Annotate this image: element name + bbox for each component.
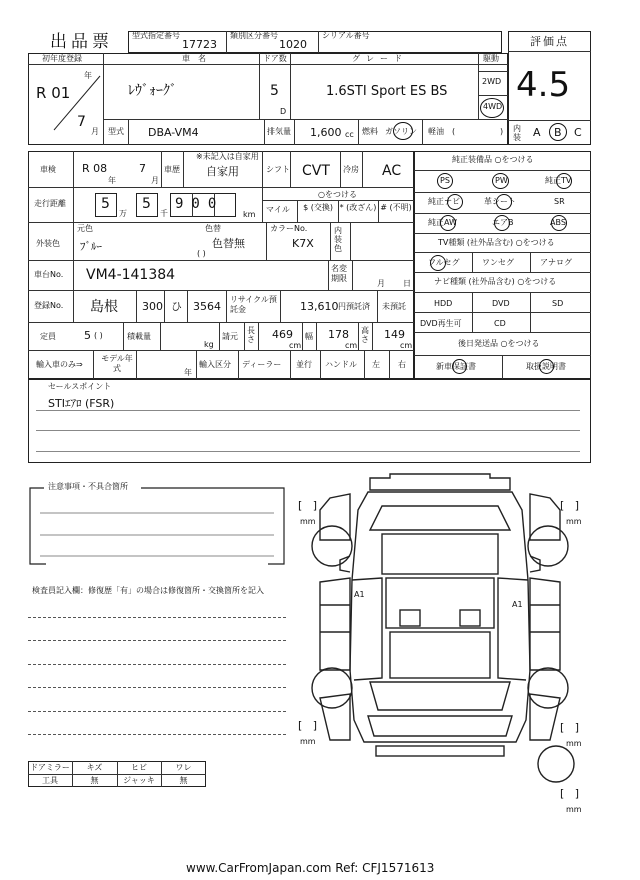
capacity-label: 定員 <box>40 332 56 341</box>
chassis-value: VM4-141384 <box>86 267 176 283</box>
equip-airbag: エアB <box>492 218 514 227</box>
equip-abs: ABS <box>550 218 566 227</box>
displacement-label: 排気量 <box>267 127 291 136</box>
tv-analog: アナログ <box>540 258 572 267</box>
reg-class: 300 <box>142 300 163 313</box>
mileage-man-unit: 万 <box>119 209 127 218</box>
serial-number-label: シリアル番号 <box>322 31 370 40</box>
inspection-value: R 08 <box>82 162 108 175</box>
mileage-opt-unknown: # (不明) <box>380 203 412 212</box>
car-name-label: 車名 <box>182 54 214 63</box>
equip-leather-circle <box>496 194 512 210</box>
equip-pw-circle <box>492 173 509 189</box>
car-damage-diagram <box>290 470 590 815</box>
interior-label: 内装 <box>513 124 521 142</box>
reg-area: 島根 <box>90 299 118 315</box>
interior-grade-circle <box>549 123 567 141</box>
mileage-opt-exchange: $ (交換) <box>303 203 333 212</box>
damage-mark-left: A1 <box>354 590 365 599</box>
model-code-label: 型式 <box>108 127 124 136</box>
equip-aw-circle <box>440 215 456 231</box>
door-type-value: D <box>280 107 287 116</box>
import-type-label: 輸入区分 <box>199 360 231 369</box>
first-reg-month-unit: 月 <box>91 127 99 136</box>
equip-aw: 純正AW <box>428 218 457 227</box>
inspection-year-unit: 年 <box>108 176 116 185</box>
door-count-label: ドア数 <box>263 54 287 63</box>
equip-tv-circle <box>556 173 572 189</box>
footer-reference: www.CarFromJapan.com Ref: CFJ1571613 <box>186 861 435 875</box>
mileage-note: ○をつける <box>318 190 357 199</box>
height-value: 149 <box>384 328 405 341</box>
length-value: 469 <box>272 328 293 341</box>
sales-point-text: STIｴｱﾛ (FSR) <box>48 397 115 410</box>
reg-kana: ひ <box>171 300 182 313</box>
load-unit: kg <box>204 340 214 349</box>
load-label: 積載量 <box>127 332 151 341</box>
std-equipment-title: 純正装備品 ○をつける <box>452 155 534 164</box>
navi-dvd-play: DVD再生可 <box>420 319 462 328</box>
car-name-value: ﾚｳﾞｫｰｸﾞ <box>128 83 177 99</box>
original-color-label: 元色 <box>77 224 93 233</box>
legend-cell-4: 無 <box>179 776 188 785</box>
interior-grade-c: C <box>574 126 582 139</box>
repaint-label: 色替 <box>205 224 221 233</box>
fuel-diesel-paren-open: ( <box>452 127 456 136</box>
recycle-value: 13,610 <box>300 300 339 313</box>
height-label: 高さ <box>361 326 369 344</box>
later-items-title: 後日発送品 ○をつける <box>458 339 540 348</box>
inspection-label: 車検 <box>40 165 56 174</box>
navi-sd: SD <box>552 299 564 308</box>
evaluation-score: 4.5 <box>516 65 571 105</box>
request-label: 請元 <box>222 332 238 341</box>
ac-value: AC <box>382 163 402 179</box>
fuel-gasoline: ガソリン <box>385 127 417 136</box>
door-count-value: 5 <box>270 83 279 99</box>
displacement-value: 1,600 <box>310 126 342 139</box>
tv-fullseg: フルセグ <box>428 258 460 267</box>
equip-tv: 純正TV <box>545 176 572 185</box>
history-note: ※未記入は自家用 <box>196 152 259 161</box>
tire-rl-bracket: [ ] <box>298 719 318 732</box>
mileage-sen-unit: 千 <box>160 209 168 218</box>
mileage-digit-2: 5 <box>142 196 151 212</box>
tv-type-title: TV種類 (社外品含む) ○をつける <box>438 238 555 247</box>
legend-cell-2: 無 <box>90 776 99 785</box>
interior-grade-a: A <box>533 126 541 139</box>
first-reg-slash <box>50 72 102 134</box>
handle-label: ハンドル <box>325 360 357 369</box>
navi-type-title: ナビ種類 (社外品含む) ○をつける <box>434 277 557 286</box>
mileage-opt-tampered: * (改ざん) <box>339 203 377 212</box>
first-reg-era: R 01 <box>36 84 71 102</box>
grade-label: グレード <box>352 54 408 63</box>
issues-label: 注意事項・不具合箇所 <box>48 482 128 491</box>
width-unit: cm <box>345 341 358 350</box>
tire-rr-mm: mm <box>566 739 582 748</box>
type-number-value: 17723 <box>182 38 217 51</box>
drive-4wd: 4WD <box>483 102 503 111</box>
interior-color-label: 内装色 <box>334 226 342 253</box>
history-value: 自家用 <box>206 165 239 178</box>
equip-pw: PW <box>495 176 508 185</box>
form-title: 出品票 <box>50 32 113 52</box>
exterior-color-label: 外装色 <box>36 239 60 248</box>
fuel-diesel: 軽油 <box>428 127 444 136</box>
later-warranty: 新車保証書 <box>436 362 476 371</box>
name-change-day: 日 <box>403 279 411 288</box>
tire-spare-bracket: [ ] <box>560 787 580 800</box>
later-manual: 取扱説明書 <box>526 362 566 371</box>
equip-sr: SR <box>554 197 565 206</box>
color-no-label: カラーNo. <box>270 224 308 233</box>
chassis-label: 車台No. <box>34 270 64 279</box>
tire-fr-mm: mm <box>566 517 582 526</box>
first-reg-month: 7 <box>77 114 86 130</box>
navi-cd: CD <box>494 319 506 328</box>
drive-4wd-circle <box>480 98 504 118</box>
fuel-gasoline-circle <box>393 122 413 140</box>
import-label: 輸入車のみ⇒ <box>36 360 83 369</box>
color-no-value: K7X <box>292 237 314 250</box>
legend-cell-1: 工具 <box>42 776 58 785</box>
width-value: 178 <box>328 328 349 341</box>
repaint-paren: ( ) <box>197 249 206 258</box>
tire-rr-bracket: [ ] <box>560 721 580 734</box>
legend-cell-3: ジャッキ <box>123 776 155 785</box>
name-change-month: 月 <box>377 279 385 288</box>
grade-value: 1.6STI Sport ES BS <box>326 84 448 99</box>
equip-airbag-circle <box>494 215 510 231</box>
tire-rl-mm: mm <box>300 737 316 746</box>
tv-oneseg: ワンセグ <box>482 258 514 267</box>
model-year-unit: 年 <box>184 368 192 377</box>
reg-number: 3564 <box>193 300 221 313</box>
drive-label: 駆動 <box>483 54 499 63</box>
legend-header-4: ワレ <box>175 763 192 772</box>
later-warranty-circle <box>452 359 467 374</box>
model-year-label: モデル年式 <box>101 354 133 373</box>
import-dealer: ディーラー <box>242 360 282 369</box>
capacity-paren: ( ) <box>94 331 103 340</box>
damage-mark-right: A1 <box>512 600 523 609</box>
equip-navi: 純正ナビ <box>428 197 460 206</box>
model-code-value: DBA-VM4 <box>148 126 199 139</box>
inspection-month-unit: 月 <box>151 176 159 185</box>
class-number-value: 1020 <box>279 38 307 51</box>
equip-ps-circle <box>437 173 453 189</box>
width-label: 幅 <box>305 332 313 341</box>
tire-fl-mm: mm <box>300 517 316 526</box>
mileage-km-unit: km <box>243 210 256 219</box>
legend-header-2: キズ <box>86 763 103 772</box>
fuel-label: 燃料 <box>362 127 378 136</box>
legend-header-3: ヒビ <box>131 763 147 772</box>
tire-fr-bracket: [ ] <box>560 499 580 512</box>
inspector-notes-label: 検査員記入欄：修復歴「有」の場合は修復箇所・交換箇所を記入 <box>32 586 264 595</box>
first-reg-year-unit: 年 <box>84 71 92 80</box>
mileage-opt-mile: マイル <box>266 205 290 214</box>
type-number-label: 型式指定番号 <box>132 31 180 40</box>
sales-point-label: セールスポイント <box>48 382 112 391</box>
evaluation-label: 評価点 <box>530 35 569 48</box>
issues-frame <box>26 486 288 568</box>
shift-label: シフト <box>266 165 290 174</box>
repaint-value: 色替無 <box>212 237 245 250</box>
tv-fullseg-circle <box>430 255 446 271</box>
import-parallel: 並行 <box>296 360 312 369</box>
interior-grade-b: B <box>554 126 562 139</box>
recycle-unit: 円預託済 <box>338 302 370 311</box>
tire-fl-bracket: [ ] <box>298 499 318 512</box>
tire-spare-mm: mm <box>566 805 582 814</box>
class-number-label: 類別区分番号 <box>230 31 278 40</box>
recycle-label: リサイクル預託金 <box>230 295 277 314</box>
exterior-color-value: ﾌﾞﾙｰ <box>80 240 102 253</box>
height-unit: cm <box>400 341 413 350</box>
equip-navi-circle <box>447 194 463 210</box>
mileage-digit-1: 5 <box>101 196 110 212</box>
name-change-label: 名変期限 <box>331 264 347 283</box>
legend-header-1: ドアミラー <box>30 763 70 772</box>
equip-abs-circle <box>551 215 567 231</box>
history-label: 車歴 <box>164 165 180 174</box>
handle-right: 右 <box>398 360 406 369</box>
shift-value: CVT <box>302 163 330 179</box>
registration-label: 登録No. <box>34 301 64 310</box>
ac-label: 冷房 <box>343 165 359 174</box>
equip-ps: PS <box>440 176 450 185</box>
displacement-unit: cc <box>345 130 354 139</box>
equip-leather: 革シート <box>484 197 516 206</box>
length-unit: cm <box>289 341 302 350</box>
mileage-label: 走行距離 <box>34 199 66 208</box>
handle-left: 左 <box>372 360 380 369</box>
later-manual-circle <box>539 359 554 374</box>
mileage-digit-3: 900 <box>175 196 225 212</box>
first-reg-label: 初年度登録 <box>42 54 82 63</box>
navi-dvd: DVD <box>492 299 510 308</box>
navi-hdd: HDD <box>434 299 453 308</box>
capacity-value: 5 <box>84 329 91 342</box>
fuel-diesel-paren-close: ) <box>500 127 504 136</box>
length-label: 長さ <box>247 326 255 344</box>
recycle-none: 未預託 <box>382 302 406 311</box>
inspection-month: 7 <box>139 162 146 175</box>
drive-2wd: 2WD <box>482 77 502 86</box>
